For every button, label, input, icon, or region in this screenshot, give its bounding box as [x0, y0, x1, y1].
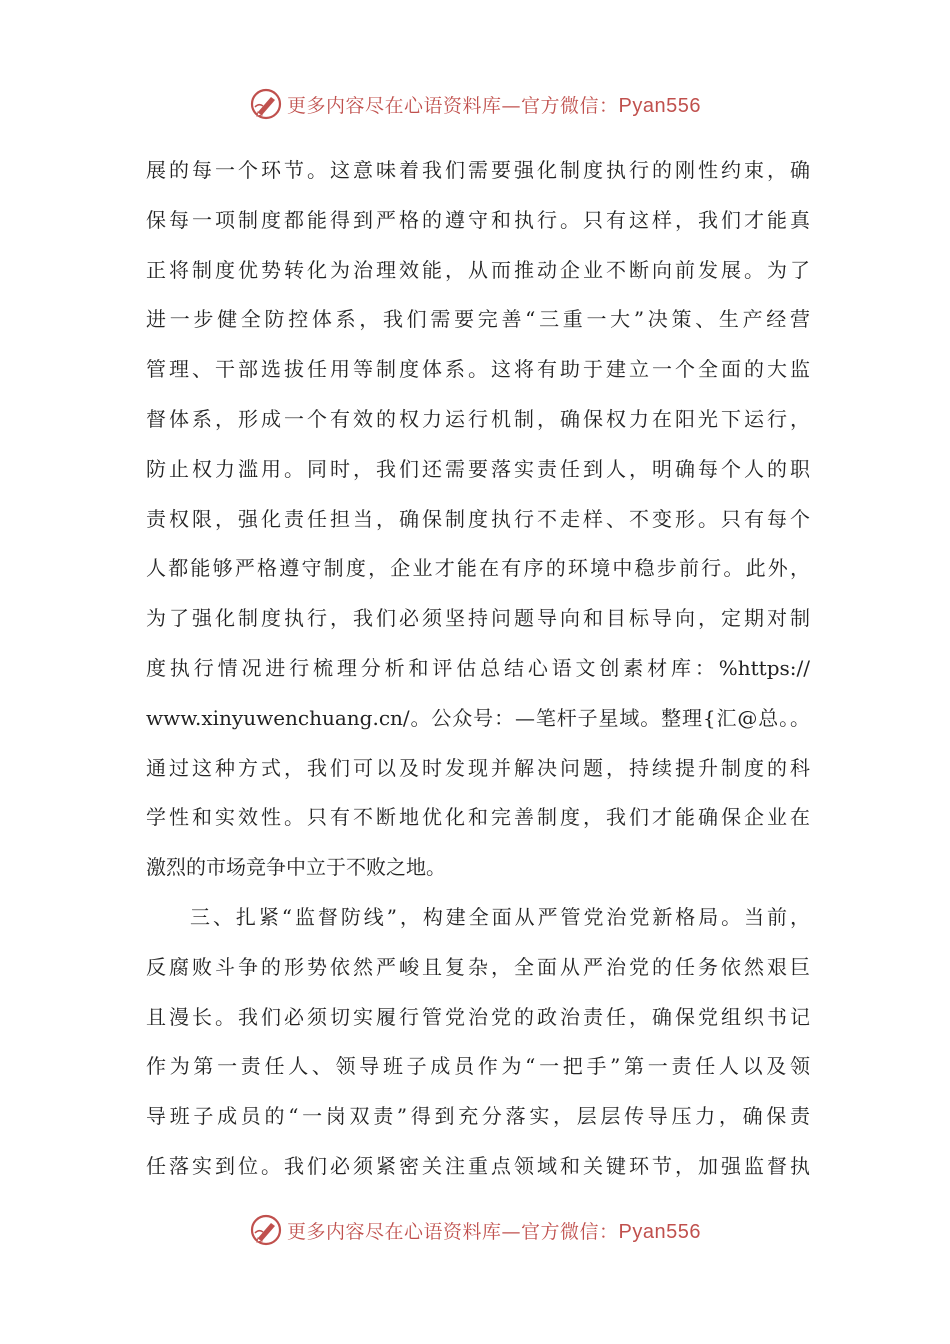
text-line: 保每一项制度都能得到严格的遵守和执行。只有这样，我们才能真	[146, 207, 810, 232]
wechat-id: Pyan556	[618, 1220, 701, 1243]
text-line: 通过这种方式，我们可以及时发现并解决问题，持续提升制度的科	[146, 755, 810, 780]
header-banner	[0, 84, 950, 124]
text-line: 督体系，形成一个有效的权力运行机制，确保权力在阳光下运行，	[146, 406, 810, 431]
text-line: 度执行情况进行梳理分析和评估总结心语文创素材库：%https://	[146, 655, 810, 680]
banner-text	[287, 1217, 701, 1244]
text-line: 人都能够严格遵守制度，企业才能在有序的环境中稳步前行。此外，	[146, 556, 810, 581]
text-line: 作为第一责任人、领导班子成员作为“一把手”第一责任人以及领	[146, 1054, 810, 1079]
banner-title: 更多内容尽在心语资料库—官方微信：	[287, 1220, 619, 1243]
text-line: 导班子成员的“一岗双责”得到充分落实，层层传导压力，确保责	[146, 1104, 810, 1129]
text-line-paragraph-end: 激烈的市场竞争中立于不败之地。	[146, 855, 446, 880]
text-line: 正将制度优势转化为治理效能，从而推动企业不断向前发展。为了	[146, 257, 810, 282]
text-line: 为了强化制度执行，我们必须坚持问题导向和目标导向，定期对制	[146, 606, 810, 631]
text-line: 展的每一个环节。这意味着我们需要强化制度执行的刚性约束，确	[146, 158, 810, 182]
text-line: 且漫长。我们必须切实履行管党治党的政治责任，确保党组织书记	[146, 1004, 810, 1029]
document-body	[146, 146, 810, 1192]
text-line: 管理、干部选拔任用等制度体系。这将有助于建立一个全面的大监	[146, 357, 810, 382]
text-line: 反腐败斗争的形势依然严峻且复杂，全面从严治党的任务依然艰巨	[146, 954, 810, 979]
banner-text	[287, 91, 701, 118]
text-line: 进一步健全防控体系，我们需要完善“三重一大”决策、生产经营	[146, 307, 810, 332]
banner-title: 更多内容尽在心语资料库—官方微信：	[287, 94, 619, 117]
wechat-id: Pyan556	[618, 94, 701, 117]
text-line: 责权限，强化责任担当，确保制度执行不走样、不变形。只有每个	[146, 506, 810, 531]
text-line: 任落实到位。我们必须紧密关注重点领域和关键环节，加强监督执	[146, 1153, 810, 1178]
footer-banner	[0, 1210, 950, 1250]
pen-logo-icon	[249, 87, 283, 121]
text-line-section-heading: 三、扎紧“监督防线”，构建全面从严管党治党新格局。当前，	[190, 904, 810, 929]
text-line: 防止权力滥用。同时，我们还需要落实责任到人，明确每个人的职	[146, 456, 810, 481]
text-line: 学性和实效性。只有不断地优化和完善制度，我们才能确保企业在	[146, 805, 810, 830]
text-line-url: www.xinyuwenchuang.cn/。公众号：—笔杆子星域。整理{汇@总。。	[146, 705, 810, 730]
pen-logo-icon	[249, 1213, 283, 1247]
